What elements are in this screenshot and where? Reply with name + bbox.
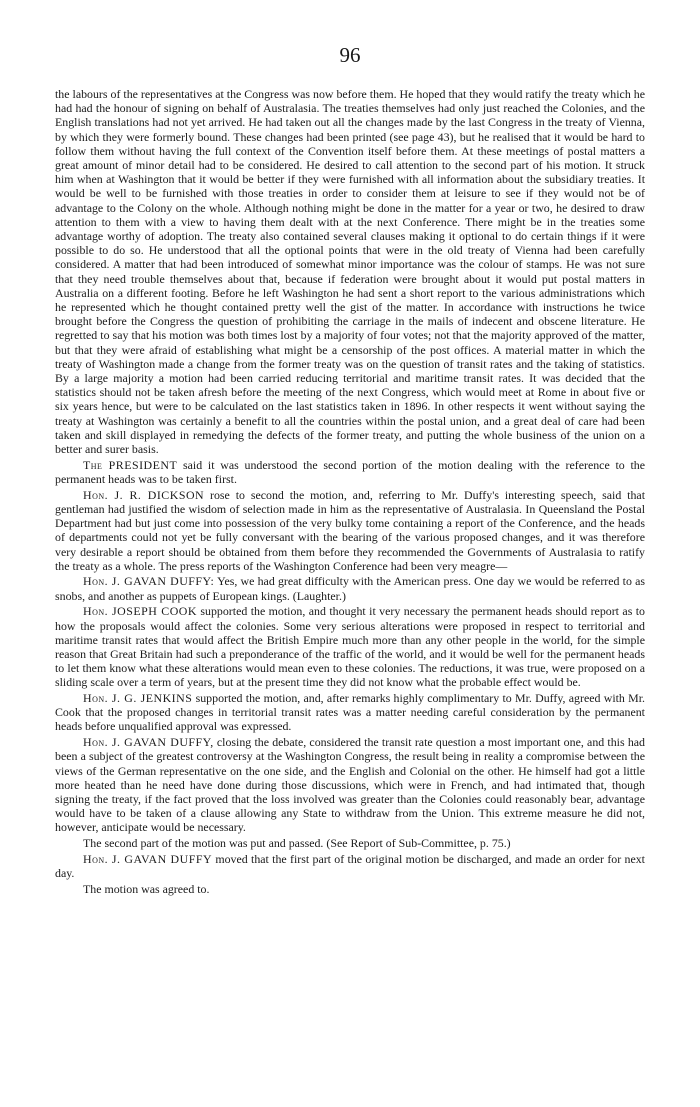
paragraph-text: rose to second the motion, and, referring to Mr. Duffy's interesting speech, said that gentleman had justified the wisdom of selection made in him as the representative of Australasia. In Queensland the Postal Department had but just come into possession of the very bulky tome containing a report of the Conference, and the heads of departments could not yet be fully conversant with the bearing of the various proposed changes, and it was therefore very desirable a report should be obtained from them before they recommended the Governments of Australasia to ratify the treaty as a whole. The press reports of the Washington Conference had been very meagre— [55,487,646,573]
paragraph-duffy-interjection [55,574,645,602]
paragraph-text: The second part of the motion was put and passed. (See Report of Sub-Committee, p. 75.) [83,836,511,851]
paragraph-text: the labours of the representatives at the Congress was now before them. He hoped that they would ratify the treaty which he had had the honour of signing on behalf of Australasia. The treaties themselves had only just reached the Colonies, and the English translations had not yet arrived. He had taken out all the changes made by the last Congress in the treaty of Vienna, by which they were formerly bound. These changes had been printed (see page 43), but he realised that it would be hard to follow them without having the full context of the Convention itself before them. At these meetings of postal matters a great amount of minor detail had to be considered. He desired to call attention to the second part of his motion. It struck him when at Washington that it would be better if they were furnished with all information about the subsidiary treaties. It would be well to be furnished with those treaties in order to consider them at leisure to see if they would not be of advantage to the Colony on the whole. Although nothing might be done in the matter for a year or two, he desired to draw attention to them with a view to having them dealt with at the next Conference. There might be in the treaties some advantage worthy of adoption. The treaty also contained several clauses making it optional to do certain things if it were possible to do so. He understood that all the optional points that were in the old treaty of Vienna had been carefully considered. A matter that had been introduced of somewhat minor importance was the colour of stamps. He was not sure that they need trouble themselves about that, because if federation were brought about it would put postal matters in Australia on a different footing. Before he left Washington he had sent a short report to the various administrations which he represented which he thought contained pretty well the gist of the matter. In accordance with instructions he twice brought before the Congress the question of prohibiting the carriage in the mails of indecent and obscene literature. He regretted to say that his motion was both times lost by a majority of four votes; not that the majority approved of the matter, but that they were afraid of establishing what might be a censorship of the post offices. A material matter in which the treaty of Washington made a change from the former treaty was on the question of transit rates and the taking of statistics. By a large majority a motion had been carried reducing territorial and maritime transit rates. It was decided that the statistics should not be taken afresh before the meeting of the next Congress, which would meet at Rome in about five or six years hence, but were to be calculated on the last statistics taken in 1896. In other respects it went without saying the treaty at Washington was certainly a benefit to all the countries within the postal union, and a great deal of care had been taken and skill displayed in remedying the defects of the former treaty, and putting the whole business of the union on a better and surer basis. [55,87,645,457]
paragraph-continuation [55,87,645,456]
speaker-name: Hon. J. GAVAN DUFFY [83,851,213,866]
speaker-name: Hon. J. G. JENKINS [83,691,193,706]
speaker-name: Hon. JOSEPH COOK [83,604,197,619]
paragraph-text: supported the motion, and, after remarks highly complimentary to Mr. Duffy, agreed with Mr. Cook that the proposed changes in territorial transit rates was a matter needing careful consideration by the permanent heads before unqualified approval was expressed. [55,691,645,734]
paragraph-dickson [55,488,645,573]
speaker-name: Hon. J. R. DICKSON [83,487,205,502]
paragraph-jenkins [55,691,645,734]
speaker-name: Hon. J. GAVAN DUFFY, [83,735,214,750]
paragraph-text: Yes, we had great difficulty with the American press. One day we would be referred to as snobs, and another as puppets of European kings. (Laughter.) [55,574,645,603]
paragraph-text: supported the motion, and thought it very necessary the permanent heads should report as to how the proposals would affect the colonies. Some very serious alterations were proposed in respect to territorial and maritime transit rates that would affect the British Empire much more than any other people in the world, for the simple reason that Great Britain had such a preponderance of the traffic of the world, and it would be well for the permanent heads to let them know what these alterations would mean even to these colonies. The reductions, it was true, were proposed on a sliding scale over a term of years, but at the present time they did not know what the probable effect would be. [55,604,646,690]
page-number: 96 [339,43,361,67]
paragraph-text: The motion was agreed to. [83,881,210,896]
speaker-name: The PRESIDENT [83,457,178,472]
paragraph-text: moved that the first part of the original motion be discharged, and made an order for next day. [55,851,645,880]
paragraph-duffy-moved [55,852,645,880]
paragraph-president [55,458,645,486]
paragraph-motion-passed [55,836,645,850]
speaker-name: Hon. J. GAVAN DUFFY: [83,574,215,589]
paragraph-text: closing the debate, considered the transit rate question a most important one, and this had been a subject of the greatest controversy at the Washington Congress, the result being in reality a compromise between the views of the German representative on the one side, and the English and Colonial on the other. He himself had got a little more heated than he need have done during those discussions, which were in French, and had intimated that, though signing the treaty, if the fact proved that the loss involved was greater than the Colonies could reasonably bear, advantage would have to be taken of a clause allowing any State to withdraw from the Union. This extreme measure he did not, however, anticipate would be necessary. [55,735,645,835]
paragraph-duffy-closing [55,735,645,834]
paragraph-text: said it was understood the second portion of the motion dealing with the reference to the permanent heads was to be taken first. [55,457,646,486]
paragraph-agreed [55,882,645,896]
paragraph-cook [55,604,645,689]
body-text [55,87,645,896]
